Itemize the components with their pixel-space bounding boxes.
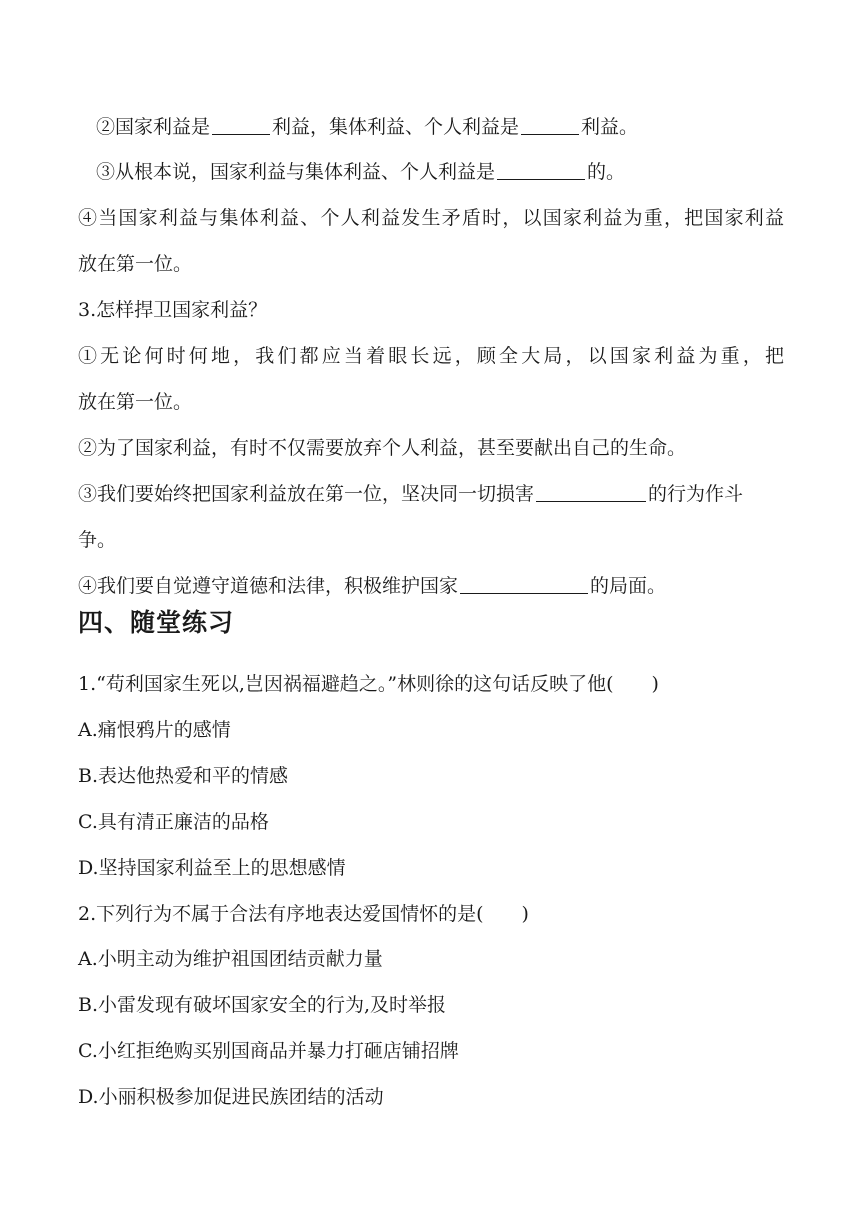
question-2-option-c — [78, 1038, 784, 1064]
text: 争。 — [78, 529, 117, 551]
section-heading: 四、随堂练习 — [78, 608, 235, 637]
text: B.表达他热爱和平的情感 — [78, 765, 289, 787]
question-1-option-c — [78, 809, 784, 835]
question-3-title — [78, 297, 784, 323]
text: ③从根本说，国家利益与集体利益、个人利益是 — [96, 161, 496, 183]
question-1-option-a — [78, 717, 784, 743]
text: ②为了国家利益，有时不仅需要放弃个人利益，甚至要献出自己的生命。 — [78, 437, 687, 459]
fill-blank — [497, 160, 585, 180]
paragraph-fundamental-relation — [96, 159, 802, 185]
text: ①无论何时何地，我们都应当着眼长远，顾全大局，以国家利益为重，把 — [78, 345, 784, 367]
paragraph-conflict-line-1 — [78, 205, 784, 231]
answer-1-line-2 — [78, 389, 784, 415]
text: 放在第一位。 — [78, 391, 193, 413]
question-2-option-a — [78, 946, 784, 972]
paragraph-national-interest-scope — [96, 114, 802, 140]
question-1-stem — [78, 671, 784, 697]
question-2-option-d — [78, 1084, 784, 1110]
question-2-stem — [78, 901, 784, 927]
text: ③我们要始终把国家利益放在第一位，坚决同一切损害 — [78, 483, 535, 505]
fill-blank — [460, 574, 588, 594]
text: 1.“苟利国家生死以,岂因祸福避趋之。”林则徐的这句话反映了他( ) — [78, 673, 659, 695]
text: ②国家利益是 — [96, 116, 211, 138]
answer-1-line-1 — [78, 343, 784, 369]
text: B.小雷发现有破坏国家安全的行为,及时举报 — [78, 994, 447, 1016]
text: ④我们要自觉遵守道德和法律，积极维护国家 — [78, 575, 459, 597]
fill-blank — [536, 482, 646, 502]
text: ④当国家利益与集体利益、个人利益发生矛盾时，以国家利益为重，把国家利益 — [78, 207, 784, 229]
text: 2.下列行为不属于合法有序地表达爱国情怀的是( ) — [78, 903, 529, 925]
text: 利益，集体利益、个人利益是 — [272, 116, 520, 138]
text: 的。 — [587, 161, 626, 183]
text: 3.怎样捍卫国家利益？ — [78, 299, 268, 321]
text: D.小丽积极参加促进民族团结的活动 — [78, 1086, 384, 1108]
question-2-option-b — [78, 992, 784, 1018]
text: D.坚持国家利益至上的思想感情 — [78, 857, 346, 879]
text: 放在第一位。 — [78, 253, 193, 275]
text: A.小明主动为维护祖国团结贡献力量 — [78, 948, 383, 970]
question-1-option-d — [78, 855, 784, 881]
text: C.具有清正廉洁的品格 — [78, 811, 269, 833]
answer-4 — [78, 573, 784, 599]
paragraph-conflict-line-2 — [78, 251, 784, 277]
answer-3-line-1 — [78, 481, 784, 507]
question-1-option-b — [78, 763, 784, 789]
answer-2 — [78, 435, 784, 461]
text: 的行为作斗 — [648, 483, 744, 505]
fill-blank — [212, 115, 270, 135]
text: 的局面。 — [590, 575, 667, 597]
fill-blank — [521, 115, 579, 135]
text: C.小红拒绝购买别国商品并暴力打砸店铺招牌 — [78, 1040, 459, 1062]
answer-3-line-2 — [78, 527, 784, 553]
text: 利益。 — [581, 116, 639, 138]
text: A.痛恨鸦片的感情 — [78, 719, 231, 741]
